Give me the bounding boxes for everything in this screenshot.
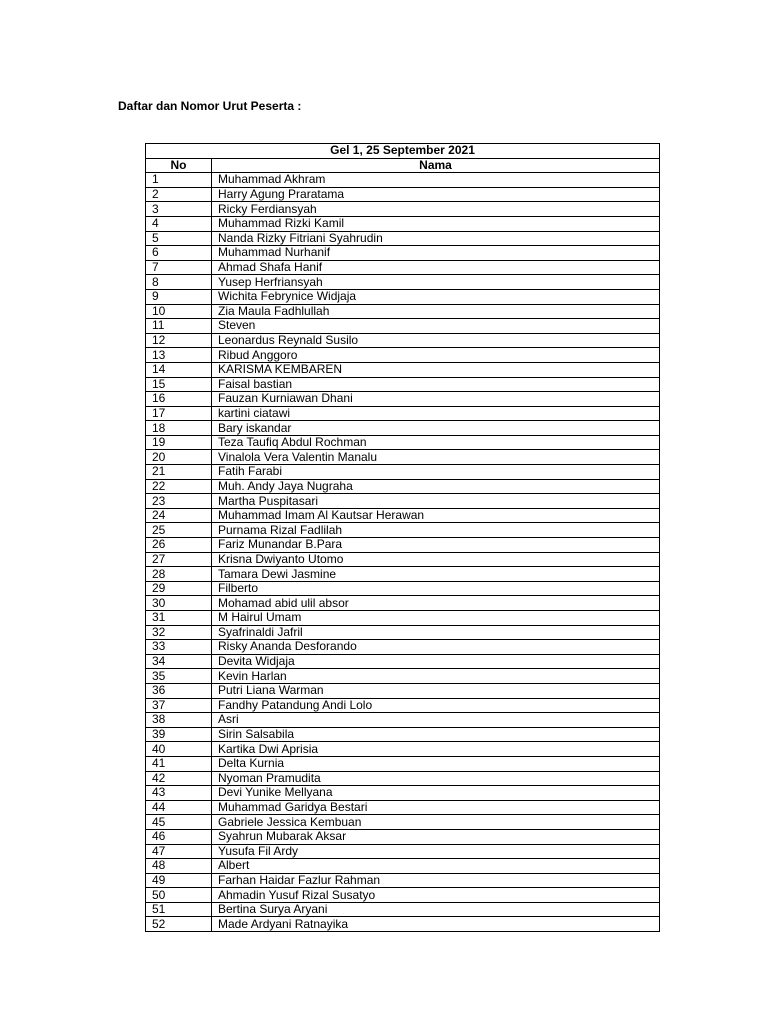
participant-name: Made Ardyani Ratnayika [212, 917, 660, 932]
row-number: 1 [146, 173, 212, 188]
row-number: 14 [146, 362, 212, 377]
participant-name: Delta Kurnia [212, 756, 660, 771]
table-row [146, 348, 660, 363]
row-number: 42 [146, 771, 212, 786]
row-number: 30 [146, 596, 212, 611]
participants-table [145, 143, 660, 932]
row-number: 8 [146, 275, 212, 290]
participant-name: Teza Taufiq Abdul Rochman [212, 435, 660, 450]
row-number: 34 [146, 654, 212, 669]
table-row [146, 713, 660, 728]
row-number: 26 [146, 538, 212, 553]
table-row [146, 523, 660, 538]
table-row [146, 508, 660, 523]
row-number: 11 [146, 319, 212, 334]
table-body [146, 173, 660, 932]
table-row [146, 829, 660, 844]
participant-name: Muh. Andy Jaya Nugraha [212, 479, 660, 494]
table-row [146, 902, 660, 917]
table-row [146, 917, 660, 932]
participant-name: Farhan Haidar Fazlur Rahman [212, 873, 660, 888]
table-row [146, 260, 660, 275]
participant-name: Syahrun Mubarak Aksar [212, 829, 660, 844]
participant-name: Tamara Dewi Jasmine [212, 567, 660, 582]
table-row [146, 581, 660, 596]
table-row [146, 362, 660, 377]
row-number: 52 [146, 917, 212, 932]
table-row [146, 625, 660, 640]
participant-name: Bertina Surya Aryani [212, 902, 660, 917]
table-row [146, 698, 660, 713]
participant-name: Muhammad Garidya Bestari [212, 800, 660, 815]
participant-name: Muhammad Akhram [212, 173, 660, 188]
table-row [146, 815, 660, 830]
row-number: 28 [146, 567, 212, 582]
row-number: 3 [146, 202, 212, 217]
row-number: 51 [146, 902, 212, 917]
row-number: 29 [146, 581, 212, 596]
participant-name: Zia Maula Fadhlullah [212, 304, 660, 319]
table-row [146, 465, 660, 480]
participant-name: Devi Yunike Mellyana [212, 786, 660, 801]
row-number: 27 [146, 552, 212, 567]
participant-name: Fandhy Patandung Andi Lolo [212, 698, 660, 713]
row-number: 48 [146, 859, 212, 874]
table-row [146, 654, 660, 669]
row-number: 44 [146, 800, 212, 815]
table-row [146, 640, 660, 655]
participant-name: Gabriele Jessica Kembuan [212, 815, 660, 830]
participant-name: Risky Ananda Desforando [212, 640, 660, 655]
row-number: 7 [146, 260, 212, 275]
row-number: 13 [146, 348, 212, 363]
row-number: 10 [146, 304, 212, 319]
row-number: 4 [146, 216, 212, 231]
table-row [146, 187, 660, 202]
table-row [146, 756, 660, 771]
table-row [146, 289, 660, 304]
participant-name: Putri Liana Warman [212, 683, 660, 698]
table-row [146, 669, 660, 684]
participant-name: Yusep Herfriansyah [212, 275, 660, 290]
table-row [146, 304, 660, 319]
participant-name: M Hairul Umam [212, 611, 660, 626]
table-row [146, 742, 660, 757]
participant-name: Fatih Farabi [212, 465, 660, 480]
row-number: 41 [146, 756, 212, 771]
participant-name: Bary iskandar [212, 421, 660, 436]
row-number: 9 [146, 289, 212, 304]
participant-name: Vinalola Vera Valentin Manalu [212, 450, 660, 465]
table-row [146, 771, 660, 786]
participant-name: Nyoman Pramudita [212, 771, 660, 786]
participant-name: Martha Puspitasari [212, 494, 660, 509]
table-row [146, 435, 660, 450]
table-row [146, 888, 660, 903]
table-row [146, 800, 660, 815]
row-number: 21 [146, 465, 212, 480]
row-number: 38 [146, 713, 212, 728]
row-number: 6 [146, 246, 212, 261]
participant-name: Albert [212, 859, 660, 874]
participant-name: kartini ciatawi [212, 406, 660, 421]
row-number: 18 [146, 421, 212, 436]
participant-name: Mohamad abid ulil absor [212, 596, 660, 611]
column-header-name: Nama [212, 158, 660, 173]
row-number: 39 [146, 727, 212, 742]
row-number: 22 [146, 479, 212, 494]
table-row [146, 479, 660, 494]
table-row [146, 873, 660, 888]
table-row [146, 567, 660, 582]
table-group-row [146, 144, 660, 159]
table-row [146, 683, 660, 698]
row-number: 12 [146, 333, 212, 348]
row-number: 16 [146, 392, 212, 407]
table-row [146, 392, 660, 407]
participant-name: Muhammad Imam Al Kautsar Herawan [212, 508, 660, 523]
participant-name: Leonardus Reynald Susilo [212, 333, 660, 348]
table-row [146, 377, 660, 392]
participant-name: Krisna Dwiyanto Utomo [212, 552, 660, 567]
participant-name: Sirin Salsabila [212, 727, 660, 742]
row-number: 32 [146, 625, 212, 640]
row-number: 40 [146, 742, 212, 757]
row-number: 5 [146, 231, 212, 246]
table-row [146, 231, 660, 246]
participant-name: Ricky Ferdiansyah [212, 202, 660, 217]
participant-name: Steven [212, 319, 660, 334]
row-number: 46 [146, 829, 212, 844]
participant-name: Filberto [212, 581, 660, 596]
table-row [146, 538, 660, 553]
table-row [146, 859, 660, 874]
participant-name: Faisal bastian [212, 377, 660, 392]
row-number: 25 [146, 523, 212, 538]
group-title: Gel 1, 25 September 2021 [146, 144, 660, 159]
row-number: 45 [146, 815, 212, 830]
table-row [146, 173, 660, 188]
participant-name: Syafrinaldi Jafril [212, 625, 660, 640]
row-number: 31 [146, 611, 212, 626]
row-number: 49 [146, 873, 212, 888]
row-number: 15 [146, 377, 212, 392]
participant-name: Ribud Anggoro [212, 348, 660, 363]
row-number: 35 [146, 669, 212, 684]
participant-name: Muhammad Nurhanif [212, 246, 660, 261]
participant-name: Ahmadin Yusuf Rizal Susatyo [212, 888, 660, 903]
row-number: 47 [146, 844, 212, 859]
table-row [146, 216, 660, 231]
participant-name: Asri [212, 713, 660, 728]
participant-name: Fariz Munandar B.Para [212, 538, 660, 553]
table-row [146, 406, 660, 421]
participant-name: Devita Widjaja [212, 654, 660, 669]
participant-name: Yusufa Fil Ardy [212, 844, 660, 859]
table-row [146, 275, 660, 290]
participant-name: Kartika Dwi Aprisia [212, 742, 660, 757]
table-row [146, 450, 660, 465]
table-header-row [146, 158, 660, 173]
page-title: Daftar dan Nomor Urut Peserta : [118, 99, 302, 113]
participant-name: Kevin Harlan [212, 669, 660, 684]
row-number: 17 [146, 406, 212, 421]
row-number: 20 [146, 450, 212, 465]
participant-name: Wichita Febrynice Widjaja [212, 289, 660, 304]
participant-name: Ahmad Shafa Hanif [212, 260, 660, 275]
table-row [146, 552, 660, 567]
table-row [146, 494, 660, 509]
participant-name: KARISMA KEMBAREN [212, 362, 660, 377]
participant-name: Nanda Rizky Fitriani Syahrudin [212, 231, 660, 246]
row-number: 50 [146, 888, 212, 903]
row-number: 43 [146, 786, 212, 801]
row-number: 33 [146, 640, 212, 655]
row-number: 36 [146, 683, 212, 698]
row-number: 37 [146, 698, 212, 713]
table-row [146, 421, 660, 436]
table-row [146, 786, 660, 801]
table-row [146, 727, 660, 742]
row-number: 2 [146, 187, 212, 202]
table-row [146, 333, 660, 348]
participant-name: Fauzan Kurniawan Dhani [212, 392, 660, 407]
participant-name: Purnama Rizal Fadlilah [212, 523, 660, 538]
column-header-no: No [146, 158, 212, 173]
table-row [146, 319, 660, 334]
row-number: 23 [146, 494, 212, 509]
table-row [146, 844, 660, 859]
participant-name: Harry Agung Praratama [212, 187, 660, 202]
table-row [146, 596, 660, 611]
row-number: 24 [146, 508, 212, 523]
participant-name: Muhammad Rizki Kamil [212, 216, 660, 231]
row-number: 19 [146, 435, 212, 450]
table-row [146, 246, 660, 261]
table-row [146, 611, 660, 626]
table-row [146, 202, 660, 217]
